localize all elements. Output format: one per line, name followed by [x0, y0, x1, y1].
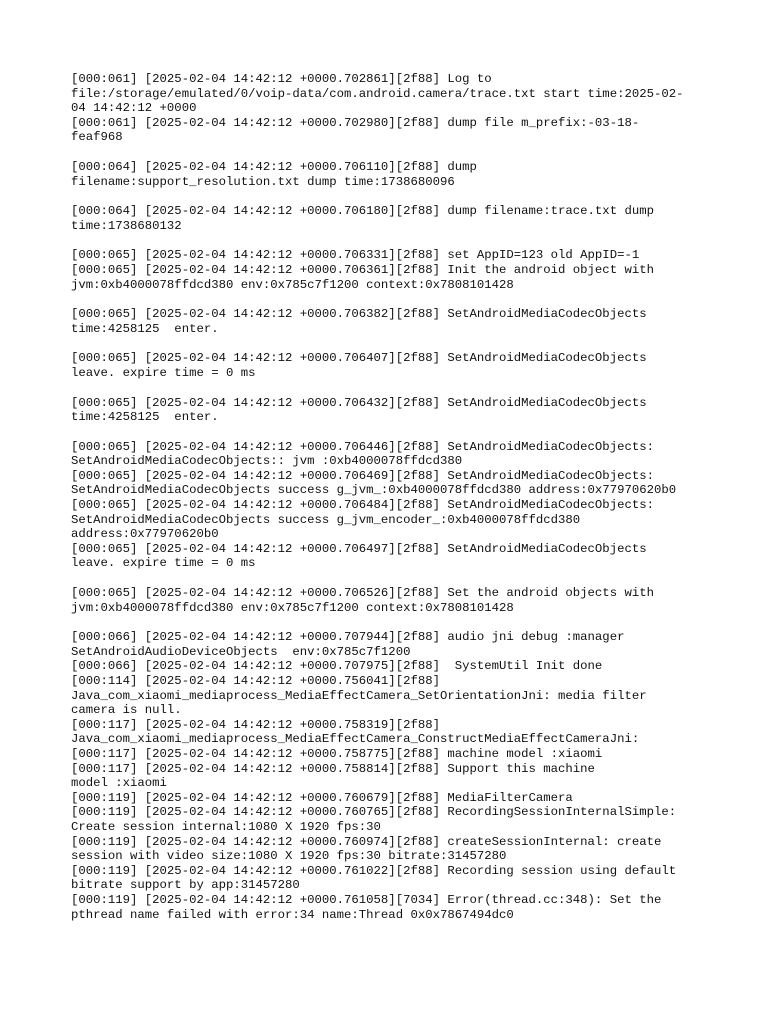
log-line: [000:119] [2025-02-04 14:42:12 +0000.760974][2f88] createSessionInternal: create session with video size:1080 X 1920 fps:30 bitrate:31457280	[71, 834, 662, 864]
log-line: [000:064] [2025-02-04 14:42:12 +0000.706180][2f88] dump filename:trace.txt dump time:1738680132	[71, 204, 654, 233]
log-block	[71, 72, 731, 145]
log-line: [000:065] [2025-02-04 14:42:12 +0000.706526][2f88] Set the android objects with jvm:0xb4000078ffdcd380 env:0x785c7f1200 context:0x7808101428	[71, 586, 654, 615]
log-document	[71, 72, 731, 937]
log-line: [000:119] [2025-02-04 14:42:12 +0000.761022][2f88] Recording session using default bitrate support by app:31457280	[71, 863, 677, 893]
log-line: [000:065] [2025-02-04 14:42:12 +0000.706446][2f88] SetAndroidMediaCodecObjects: SetAndroidMediaCodecObjects:: jvm :0xb4000078ffdcd380	[71, 439, 654, 469]
log-line: [000:119] [2025-02-04 14:42:12 +0000.761058][7034] Error(thread.cc:348): Set the pthread name failed with error:34 name:Thread 0x0x7867494dc0	[71, 892, 662, 922]
log-line: [000:065] [2025-02-04 14:42:12 +0000.706469][2f88] SetAndroidMediaCodecObjects: SetAndroidMediaCodecObjects success g_jvm_:0xb4000078ffdcd380 address:0x77970620b0	[71, 468, 677, 498]
log-line: [000:061] [2025-02-04 14:42:12 +0000.702980][2f88] dump file m_prefix:-03-18- feaf968	[71, 115, 640, 145]
log-line: [000:064] [2025-02-04 14:42:12 +0000.706110][2f88] dump filename:support_resolution.txt dump time:1738680096	[71, 159, 477, 189]
log-block	[71, 396, 731, 425]
log-line: [000:065] [2025-02-04 14:42:12 +0000.706361][2f88] Init the android object with jvm:0xb4000078ffdcd380 env:0x785c7f1200 context:0x7808101428	[71, 262, 654, 292]
log-line: [000:065] [2025-02-04 14:42:12 +0000.706484][2f88] SetAndroidMediaCodecObjects: SetAndroidMediaCodecObjects success g_jvm_encoder_:0xb4000078ffdcd380 address:0x77970620b0	[71, 498, 654, 542]
log-line: [000:117] [2025-02-04 14:42:12 +0000.758775][2f88] machine model :xiaomi	[71, 746, 603, 761]
log-block	[71, 351, 731, 380]
log-line: [000:061] [2025-02-04 14:42:12 +0000.702861][2f88] Log to file:/storage/emulated/0/voip-data/com.android.camera/trace.txt start time:2025-02- 04 14:42:12 +0000	[71, 72, 684, 116]
log-line: [000:119] [2025-02-04 14:42:12 +0000.760679][2f88] MediaFilterCamera	[71, 790, 573, 805]
log-block	[71, 586, 731, 615]
log-line: [000:065] [2025-02-04 14:42:12 +0000.706407][2f88] SetAndroidMediaCodecObjects leave. expire time = 0 ms	[71, 351, 647, 380]
log-block	[71, 248, 731, 292]
log-line: [000:117] [2025-02-04 14:42:12 +0000.758814][2f88] Support this machine model :xiaomi	[71, 761, 595, 791]
log-line: [000:066] [2025-02-04 14:42:12 +0000.707944][2f88] audio jni debug :manager SetAndroidAudioDeviceObjects env:0x785c7f1200	[71, 630, 625, 659]
log-line: [000:065] [2025-02-04 14:42:12 +0000.706497][2f88] SetAndroidMediaCodecObjects leave. expire time = 0 ms	[71, 541, 647, 571]
log-line: [000:114] [2025-02-04 14:42:12 +0000.756041][2f88] Java_com_xiaomi_mediaprocess_MediaEffectCamera_SetOrientationJni: media filter camera is null.	[71, 674, 647, 718]
log-line: [000:065] [2025-02-04 14:42:12 +0000.706331][2f88] set AppID=123 old AppID=-1	[71, 248, 640, 263]
log-block	[71, 204, 731, 233]
log-block	[71, 630, 731, 922]
log-block	[71, 160, 731, 189]
log-block	[71, 440, 731, 571]
log-line: [000:117] [2025-02-04 14:42:12 +0000.758319][2f88] Java_com_xiaomi_mediaprocess_MediaEffectCamera_ConstructMediaEffectCameraJni:	[71, 717, 640, 747]
log-line: [000:065] [2025-02-04 14:42:12 +0000.706432][2f88] SetAndroidMediaCodecObjects time:4258125 enter.	[71, 395, 647, 425]
log-block	[71, 307, 731, 336]
log-line: [000:119] [2025-02-04 14:42:12 +0000.760765][2f88] RecordingSessionInternalSimple: Create session internal:1080 X 1920 fps:30	[71, 805, 677, 834]
log-line: [000:065] [2025-02-04 14:42:12 +0000.706382][2f88] SetAndroidMediaCodecObjects time:4258125 enter.	[71, 307, 647, 336]
log-line: [000:066] [2025-02-04 14:42:12 +0000.707975][2f88] SystemUtil Init done	[71, 659, 603, 674]
